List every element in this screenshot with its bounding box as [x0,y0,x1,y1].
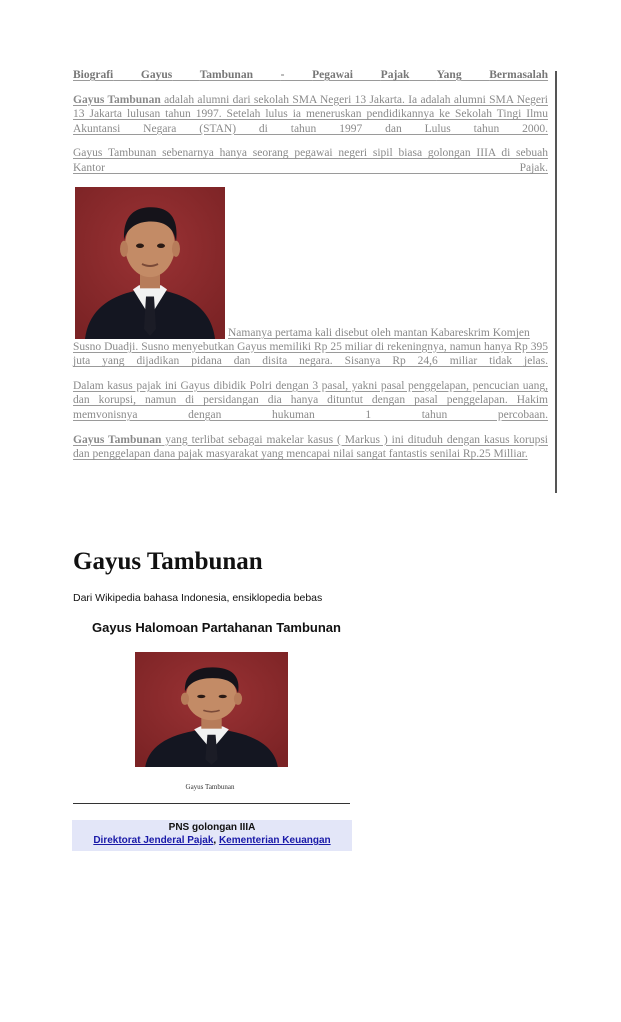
paragraph-markus [73,433,548,462]
paragraph-case [73,379,548,423]
wiki-subtitle: Dari Wikipedia bahasa Indonesia, ensiklopedia bebas [73,592,323,604]
heading-word: Bermasalah [489,69,549,81]
paragraph-susno [73,340,548,369]
paragraph-text: Dalam kasus pajak ini Gayus dibidik Polri dengan 3 pasal, yakni pasal penggelapan, pencucian uang, dan korupsi, namun di persidangan dia hanya dituntut dengan pasal penggelapan. Hakim memvonisnya dengan hukuman 1 tahun percobaan. [73,379,548,421]
link-separator: , [213,835,219,846]
bold-name: Gayus Tambunan [73,433,162,446]
heading-word: Gayus [140,69,173,81]
link-kementerian-keuangan[interactable]: Kementerian Keuangan [218,835,331,846]
heading-word: Biografi [73,69,114,81]
margin-rule [555,71,557,493]
article-heading [73,68,548,83]
heading-word: - [280,69,285,81]
divider [73,803,350,804]
photo-row [73,187,548,339]
link-direktorat-jenderal-pajak[interactable]: Direktorat Jenderal Pajak [93,835,214,846]
wiki-title: Gayus Tambunan [73,548,263,575]
portrait-photo [75,187,225,339]
infobox-full-name: Gayus Halomoan Partahanan Tambunan [92,620,341,635]
infobox-photo [135,652,288,767]
infobox-links [72,835,352,846]
bold-name: Gayus Tambunan [73,93,161,106]
paragraph-text: Gayus Tambunan sebenarnya hanya seorang pegawai negeri sipil biasa golongan IIIA di sebuah Kantor Pajak. [73,147,548,174]
heading-word: Pegawai [312,69,354,81]
heading-word: Yang [436,69,462,81]
paragraph-text: Susno Duadji. Susno menyebutkan Gayus memiliki Rp 25 miliar di rekeningnya, namun hanya Rp 395 juta yang dijadikan pidana dan disita negara. Sisanya Rp 24,6 miliar tidak jelas. [73,340,548,368]
infobox [72,820,352,851]
heading-word: Tambunan [199,69,253,81]
paragraph-education [73,93,548,137]
paragraph-first-line: Namanya pertama kali disebut oleh mantan Kabareskrim Komjen [228,326,530,339]
paragraph-text: adalah alumni dari sekolah SMA Negeri 13 Jakarta. Ia adalah alumni SMA Negeri 13 Jakarta lulusan tahun 1997. Setelah lulus ia meneruskan pendidikannya ke Sekolah Tingi Ilmu Akuntansi Negara (STAN) di tahun 1997 dan Lulus tahun 2000. [73,93,549,135]
paragraph-job [73,146,548,175]
infobox-role: PNS golongan IIIA [168,822,256,833]
heading-word: Pajak [380,69,410,81]
paragraph-text: yang terlibat sebagai makelar kasus ( Markus ) ini dituduh dengan kasus korupsi dan penggelapan dana pajak masyarakat yang mencapai nilai sangat fantastis senilai Rp.25 Milliar. [73,433,548,461]
article-body [73,68,548,462]
photo-caption: Gayus Tambunan [185,783,235,791]
